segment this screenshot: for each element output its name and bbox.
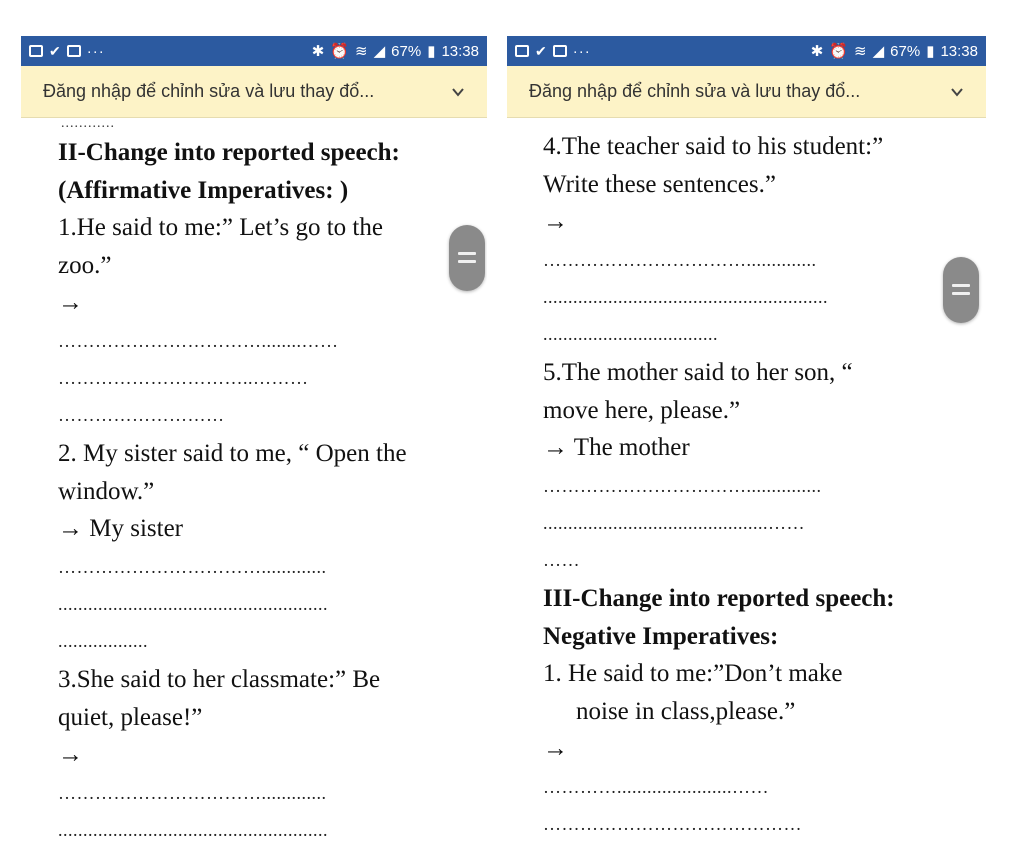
answer-line[interactable]: ……………………………........…… xyxy=(58,331,339,351)
question-1: 1.He said to me:” Let’s go to the xyxy=(58,214,383,241)
phone-screen-left xyxy=(21,36,487,852)
answer-line[interactable]: …… xyxy=(543,550,580,570)
chevron-down-icon[interactable] xyxy=(950,85,964,99)
status-bar xyxy=(507,36,986,66)
answer-arrow: → xyxy=(58,741,83,768)
scrollbar-handle[interactable] xyxy=(943,257,979,323)
battery-percent: 67% xyxy=(391,42,422,60)
answer-line[interactable]: .................. xyxy=(58,631,148,651)
answer-line[interactable]: ……………………………............. xyxy=(58,557,327,577)
check-icon: ✔ xyxy=(535,43,547,59)
image-icon xyxy=(515,45,529,57)
banner-text: Đăng nhập để chỉnh sửa và lưu thay đổ... xyxy=(43,81,375,101)
battery-percent: 67% xyxy=(890,42,921,60)
question-1-cont: noise in class,please.” xyxy=(576,698,796,725)
answer-line[interactable]: …………………………………… xyxy=(543,814,802,834)
login-banner[interactable] xyxy=(507,66,986,118)
question-3: 3.She said to her classmate:” Be xyxy=(58,666,381,693)
answer-prompt: → The mother xyxy=(543,434,690,461)
question-5-cont: move here, please.” xyxy=(543,397,741,424)
answer-line[interactable]: ...................................................... xyxy=(58,594,328,614)
question-3-cont: quiet, please!” xyxy=(58,704,203,731)
banner-text: Đăng nhập để chỉnh sửa và lưu thay đổ... xyxy=(529,81,861,101)
more-notifications-icon: ··· xyxy=(86,42,105,60)
alarm-icon: ⏰ xyxy=(330,43,350,60)
answer-line[interactable]: …………………………….............. xyxy=(543,250,817,270)
battery-icon: ▮ xyxy=(926,43,935,60)
check-icon: ✔ xyxy=(49,43,61,59)
answer-line[interactable]: ……………………… xyxy=(58,405,225,425)
question-2: 2. My sister said to me, “ Open the xyxy=(58,440,407,467)
answer-line[interactable]: ………….......................…… xyxy=(543,777,769,797)
question-1: 1. He said to me:”Don’t make xyxy=(543,660,843,687)
phone-screen-right xyxy=(507,36,986,852)
clock: 13:38 xyxy=(940,42,978,60)
section-subheading: (Affirmative Imperatives: ) xyxy=(58,177,349,204)
battery-icon: ▮ xyxy=(427,43,436,60)
answer-arrow: → xyxy=(58,289,83,316)
scrollbar-handle[interactable] xyxy=(449,225,485,291)
image-icon xyxy=(29,45,43,57)
top-dots: ............ xyxy=(61,118,115,131)
answer-line[interactable]: ……………………………............... xyxy=(543,476,822,496)
answer-line[interactable]: ……………………………............. xyxy=(58,783,327,803)
answer-line[interactable]: .............................................…… xyxy=(543,513,805,533)
answer-line[interactable]: ...................................................... xyxy=(58,820,328,840)
bluetooth-icon: ✱ xyxy=(311,43,325,60)
question-4: 4.The teacher said to his student:” xyxy=(543,133,884,160)
app-icon xyxy=(553,45,567,57)
status-bar xyxy=(21,36,487,66)
login-banner[interactable] xyxy=(21,66,487,118)
wifi-icon: ≋ xyxy=(355,43,368,60)
question-4-cont: Write these sentences.” xyxy=(543,171,776,198)
signal-icon: ◢ xyxy=(872,43,885,60)
answer-line[interactable]: ......................................................... xyxy=(543,287,828,307)
alarm-icon: ⏰ xyxy=(829,43,849,60)
document-body xyxy=(21,118,487,852)
answer-line[interactable]: …………………………..……… xyxy=(58,368,309,388)
question-2-cont: window.” xyxy=(58,478,155,505)
question-5: 5.The mother said to her son, “ xyxy=(543,359,853,386)
signal-icon: ◢ xyxy=(373,43,386,60)
section-subheading: Negative Imperatives: xyxy=(543,623,779,650)
chevron-down-icon[interactable] xyxy=(451,85,465,99)
wifi-icon: ≋ xyxy=(854,43,867,60)
answer-prompt: → My sister xyxy=(58,515,183,542)
question-1-cont: zoo.” xyxy=(58,252,112,279)
document-body xyxy=(507,118,986,852)
answer-arrow: → xyxy=(543,208,568,235)
answer-arrow: → xyxy=(543,735,568,762)
section-heading: II-Change into reported speech: xyxy=(58,139,400,166)
answer-line[interactable]: ................................... xyxy=(543,324,718,344)
clock: 13:38 xyxy=(441,42,479,60)
bluetooth-icon: ✱ xyxy=(810,43,824,60)
more-notifications-icon: ··· xyxy=(572,42,591,60)
section-heading: III-Change into reported speech: xyxy=(543,585,895,612)
app-icon xyxy=(67,45,81,57)
